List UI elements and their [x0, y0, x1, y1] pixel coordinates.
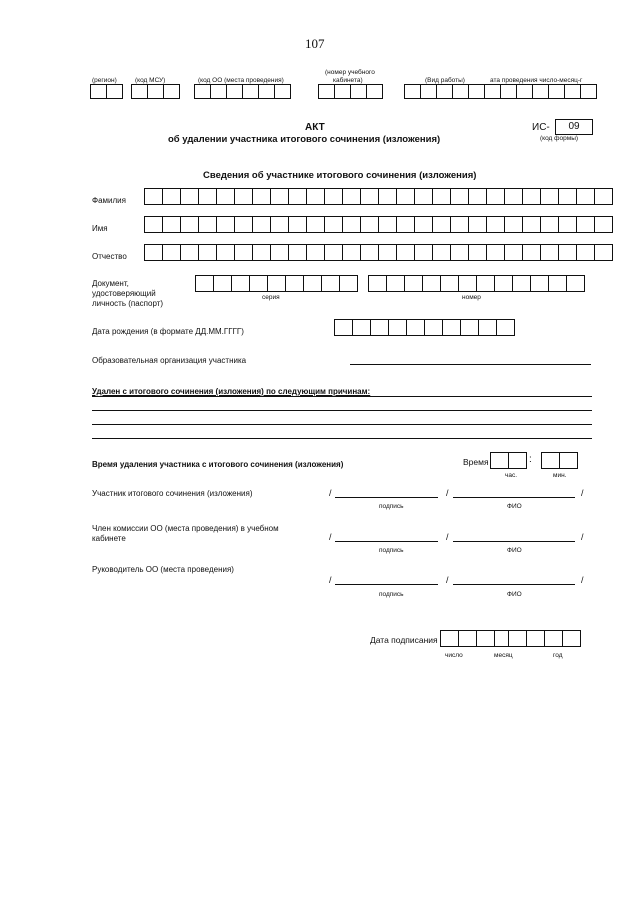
letter-cell[interactable]	[180, 216, 199, 233]
member-signature-line[interactable]	[335, 541, 438, 542]
code-cell[interactable]	[484, 84, 501, 99]
letter-cell[interactable]	[198, 216, 217, 233]
reason-line[interactable]	[92, 396, 592, 397]
time-label: Время	[463, 457, 489, 467]
letter-cell[interactable]	[162, 216, 181, 233]
letter-cell[interactable]	[468, 216, 487, 233]
letter-cell[interactable]	[414, 244, 433, 261]
birth-date-cells[interactable]	[334, 319, 515, 336]
digit-cell[interactable]	[249, 275, 268, 292]
year-caption: год	[553, 652, 563, 659]
code-cell[interactable]	[318, 84, 335, 99]
letter-cell[interactable]	[558, 188, 577, 205]
series-caption: серия	[262, 294, 280, 301]
sign-date-label: Дата подписания	[370, 635, 438, 645]
letter-cell[interactable]	[414, 216, 433, 233]
member-label-2: кабинете	[92, 534, 126, 543]
surname-cells[interactable]	[144, 188, 613, 205]
work-type-cells[interactable]	[404, 84, 597, 101]
msu-code-cells[interactable]	[131, 84, 180, 101]
letter-cell[interactable]	[144, 188, 163, 205]
letter-cell[interactable]	[378, 188, 397, 205]
digit-cell[interactable]	[526, 630, 545, 647]
letter-cell[interactable]	[504, 216, 523, 233]
digit-cell[interactable]	[352, 319, 371, 336]
code-cell[interactable]	[334, 84, 351, 99]
document-label-3: личность (паспорт)	[92, 299, 164, 308]
msu-label: (код МСУ)	[135, 77, 166, 84]
form-code-caption: (код формы)	[540, 135, 579, 142]
code-cell[interactable]	[210, 84, 227, 99]
head-signature-line[interactable]	[335, 584, 438, 585]
digit-cell[interactable]	[440, 630, 459, 647]
region-label: (регион)	[92, 77, 117, 84]
birth-date-label: Дата рождения (в формате ДД.ММ.ГГГГ)	[92, 327, 244, 336]
code-cell[interactable]	[242, 84, 259, 99]
digit-cell[interactable]	[508, 452, 527, 469]
patronymic-label: Отчество	[92, 252, 127, 261]
slash: /	[446, 575, 449, 585]
code-cell[interactable]	[468, 84, 485, 99]
letter-cell[interactable]	[252, 244, 271, 261]
letter-cell[interactable]	[234, 188, 253, 205]
name-label: Имя	[92, 224, 108, 233]
slash: /	[329, 488, 332, 498]
digit-cell[interactable]	[458, 275, 477, 292]
letter-cell[interactable]	[342, 216, 361, 233]
letter-cell[interactable]	[432, 188, 451, 205]
letter-cell[interactable]	[522, 188, 541, 205]
letter-cell[interactable]	[306, 216, 325, 233]
digit-cell[interactable]	[442, 319, 461, 336]
letter-cell[interactable]	[234, 244, 253, 261]
fio-caption: ФИО	[507, 503, 522, 510]
digit-cell[interactable]	[321, 275, 340, 292]
passport-series-cells[interactable]	[195, 275, 358, 292]
digit-cell[interactable]	[267, 275, 286, 292]
participant-signature-line[interactable]	[335, 497, 438, 498]
organization-label: Образовательная организация участника	[92, 356, 247, 365]
letter-cell[interactable]	[504, 188, 523, 205]
letter-cell[interactable]	[288, 216, 307, 233]
digit-cell[interactable]	[195, 275, 214, 292]
letter-cell[interactable]	[558, 244, 577, 261]
digit-cell[interactable]	[334, 319, 353, 336]
letter-cell[interactable]	[576, 244, 595, 261]
participant-label: Участник итогового сочинения (изложения)	[92, 489, 253, 498]
digit-cell[interactable]	[490, 452, 509, 469]
letter-cell[interactable]	[486, 244, 505, 261]
digit-cell[interactable]	[386, 275, 405, 292]
region-code-cells[interactable]	[90, 84, 123, 101]
cabinet-label: (номер учебного	[325, 69, 375, 76]
letter-cell[interactable]	[450, 188, 469, 205]
digit-cell[interactable]	[566, 275, 585, 292]
slash: /	[446, 532, 449, 542]
letter-cell[interactable]	[216, 244, 235, 261]
date-label: ата проведения число-месяц-г	[490, 77, 583, 84]
letter-cell[interactable]	[540, 216, 559, 233]
letter-cell[interactable]	[540, 244, 559, 261]
section-title: Сведения об участнике итогового сочинения (изложения)	[203, 170, 477, 181]
surname-label: Фамилия	[92, 196, 126, 205]
letter-cell[interactable]	[198, 244, 217, 261]
signature-caption: подпись	[379, 547, 404, 554]
code-cell[interactable]	[564, 84, 581, 99]
code-cell[interactable]	[90, 84, 107, 99]
slash: /	[581, 532, 584, 542]
letter-cell[interactable]	[306, 188, 325, 205]
hours-cells[interactable]	[490, 452, 527, 469]
digit-cell[interactable]	[494, 275, 513, 292]
letter-cell[interactable]	[396, 216, 415, 233]
letter-cell[interactable]	[378, 244, 397, 261]
participant-fio-line[interactable]	[453, 497, 575, 498]
code-cell[interactable]	[500, 84, 517, 99]
letter-cell[interactable]	[360, 188, 379, 205]
code-cell[interactable]	[516, 84, 533, 99]
letter-cell[interactable]	[486, 188, 505, 205]
digit-cell[interactable]	[559, 452, 578, 469]
letter-cell[interactable]	[270, 216, 289, 233]
letter-cell[interactable]	[504, 244, 523, 261]
digit-cell[interactable]	[476, 630, 495, 647]
slash: /	[581, 575, 584, 585]
slash: /	[446, 488, 449, 498]
letter-cell[interactable]	[342, 188, 361, 205]
reasons-title: Удален с итогового сочинения (изложения) по следующим причинам:	[92, 387, 371, 396]
slash: /	[329, 575, 332, 585]
letter-cell[interactable]	[288, 188, 307, 205]
letter-cell[interactable]	[378, 216, 397, 233]
letter-cell[interactable]	[360, 244, 379, 261]
code-cell[interactable]	[532, 84, 549, 99]
letter-cell[interactable]	[522, 216, 541, 233]
removal-time-label: Время удаления участника с итогового сочинения (изложения)	[92, 460, 344, 469]
letter-cell[interactable]	[576, 188, 595, 205]
code-cell[interactable]	[147, 84, 164, 99]
digit-cell[interactable]	[422, 275, 441, 292]
cabinet-code-cells[interactable]	[318, 84, 383, 101]
document-label-2: удостоверяющий	[92, 289, 156, 298]
letter-cell[interactable]	[324, 244, 343, 261]
letter-cell[interactable]	[594, 188, 613, 205]
code-cell[interactable]	[131, 84, 148, 99]
digit-cell[interactable]	[541, 452, 560, 469]
slash: /	[581, 488, 584, 498]
form-code-box	[555, 119, 593, 135]
letter-cell[interactable]	[576, 216, 595, 233]
letter-cell[interactable]	[414, 188, 433, 205]
patronymic-cells[interactable]	[144, 244, 613, 261]
reason-line[interactable]	[92, 424, 592, 425]
fio-caption: ФИО	[507, 547, 522, 554]
head-label: Руководитель ОО (места проведения)	[92, 565, 234, 574]
letter-cell[interactable]	[342, 244, 361, 261]
form-code: 09	[568, 121, 580, 132]
code-cell[interactable]	[258, 84, 275, 99]
digit-cell[interactable]	[370, 319, 389, 336]
oo-code-cells[interactable]	[194, 84, 291, 101]
letter-cell[interactable]	[162, 188, 181, 205]
digit-cell[interactable]	[388, 319, 407, 336]
digit-cell[interactable]	[548, 275, 567, 292]
digit-cell[interactable]	[339, 275, 358, 292]
digit-cell[interactable]	[496, 319, 515, 336]
letter-cell[interactable]	[162, 244, 181, 261]
member-fio-line[interactable]	[453, 541, 575, 542]
code-cell[interactable]	[420, 84, 437, 99]
digit-cell[interactable]	[231, 275, 250, 292]
code-cell[interactable]	[452, 84, 469, 99]
member-label-1: Член комиссии ОО (места проведения) в учебном	[92, 524, 279, 533]
hours-caption: час.	[505, 472, 518, 479]
digit-cell[interactable]	[424, 319, 443, 336]
letter-cell[interactable]	[558, 216, 577, 233]
digit-cell[interactable]	[285, 275, 304, 292]
letter-cell[interactable]	[216, 216, 235, 233]
letter-cell[interactable]	[234, 216, 253, 233]
signature-caption: подпись	[379, 591, 404, 598]
fio-caption: ФИО	[507, 591, 522, 598]
code-cell[interactable]	[194, 84, 211, 99]
letter-cell[interactable]	[396, 244, 415, 261]
letter-cell[interactable]	[468, 188, 487, 205]
code-cell[interactable]	[580, 84, 597, 99]
code-cell[interactable]	[404, 84, 421, 99]
cabinet-label-2: кабинета)	[333, 77, 363, 84]
sign-year-cells[interactable]	[508, 630, 581, 647]
number-caption: номер	[462, 294, 481, 301]
digit-cell[interactable]	[544, 630, 563, 647]
letter-cell[interactable]	[450, 244, 469, 261]
code-cell[interactable]	[548, 84, 565, 99]
work-type-label: (Вид работы)	[425, 77, 465, 84]
minutes-caption: мин.	[553, 472, 567, 479]
letter-cell[interactable]	[468, 244, 487, 261]
letter-cell[interactable]	[360, 216, 379, 233]
time-separator: :	[529, 454, 532, 465]
letter-cell[interactable]	[450, 216, 469, 233]
digit-cell[interactable]	[530, 275, 549, 292]
letter-cell[interactable]	[270, 244, 289, 261]
letter-cell[interactable]	[432, 244, 451, 261]
signature-caption: подпись	[379, 503, 404, 510]
page-number: 107	[305, 36, 325, 51]
letter-cell[interactable]	[180, 244, 199, 261]
digit-cell[interactable]	[476, 275, 495, 292]
sign-day-cells[interactable]	[440, 630, 477, 647]
letter-cell[interactable]	[216, 188, 235, 205]
organization-line[interactable]	[350, 364, 591, 365]
letter-cell[interactable]	[540, 188, 559, 205]
name-cells[interactable]	[144, 216, 613, 233]
digit-cell[interactable]	[303, 275, 322, 292]
code-cell[interactable]	[366, 84, 383, 99]
digit-cell[interactable]	[368, 275, 387, 292]
month-caption: месяц	[494, 652, 513, 659]
digit-cell[interactable]	[512, 275, 531, 292]
code-cell[interactable]	[106, 84, 123, 99]
digit-cell[interactable]	[440, 275, 459, 292]
code-cell[interactable]	[274, 84, 291, 99]
reason-line[interactable]	[92, 438, 592, 439]
digit-cell[interactable]	[508, 630, 527, 647]
letter-cell[interactable]	[396, 188, 415, 205]
digit-cell[interactable]	[562, 630, 581, 647]
letter-cell[interactable]	[306, 244, 325, 261]
digit-cell[interactable]	[458, 630, 477, 647]
letter-cell[interactable]	[198, 188, 217, 205]
code-cell[interactable]	[350, 84, 367, 99]
form-prefix: ИС-	[532, 122, 550, 133]
letter-cell[interactable]	[180, 188, 199, 205]
letter-cell[interactable]	[324, 216, 343, 233]
letter-cell[interactable]	[594, 216, 613, 233]
letter-cell[interactable]	[324, 188, 343, 205]
digit-cell[interactable]	[404, 275, 423, 292]
document-label-1: Документ,	[92, 279, 129, 288]
digit-cell[interactable]	[406, 319, 425, 336]
code-cell[interactable]	[226, 84, 243, 99]
digit-cell[interactable]	[213, 275, 232, 292]
letter-cell[interactable]	[144, 216, 163, 233]
act-subtitle: об удалении участника итогового сочинения (изложения)	[168, 134, 441, 145]
day-caption: число	[445, 652, 463, 659]
head-fio-line[interactable]	[453, 584, 575, 585]
letter-cell[interactable]	[486, 216, 505, 233]
reason-line[interactable]	[92, 410, 592, 411]
letter-cell[interactable]	[144, 244, 163, 261]
letter-cell[interactable]	[270, 188, 289, 205]
letter-cell[interactable]	[522, 244, 541, 261]
slash: /	[329, 532, 332, 542]
letter-cell[interactable]	[432, 216, 451, 233]
code-cell[interactable]	[436, 84, 453, 99]
oo-label: (код ОО (места проведения)	[198, 77, 284, 84]
digit-cell[interactable]	[460, 319, 479, 336]
letter-cell[interactable]	[594, 244, 613, 261]
digit-cell[interactable]	[478, 319, 497, 336]
letter-cell[interactable]	[252, 216, 271, 233]
act-title: АКТ	[305, 122, 325, 133]
code-cell[interactable]	[163, 84, 180, 99]
passport-number-cells[interactable]	[368, 275, 585, 292]
letter-cell[interactable]	[288, 244, 307, 261]
minutes-cells[interactable]	[541, 452, 578, 469]
letter-cell[interactable]	[252, 188, 271, 205]
